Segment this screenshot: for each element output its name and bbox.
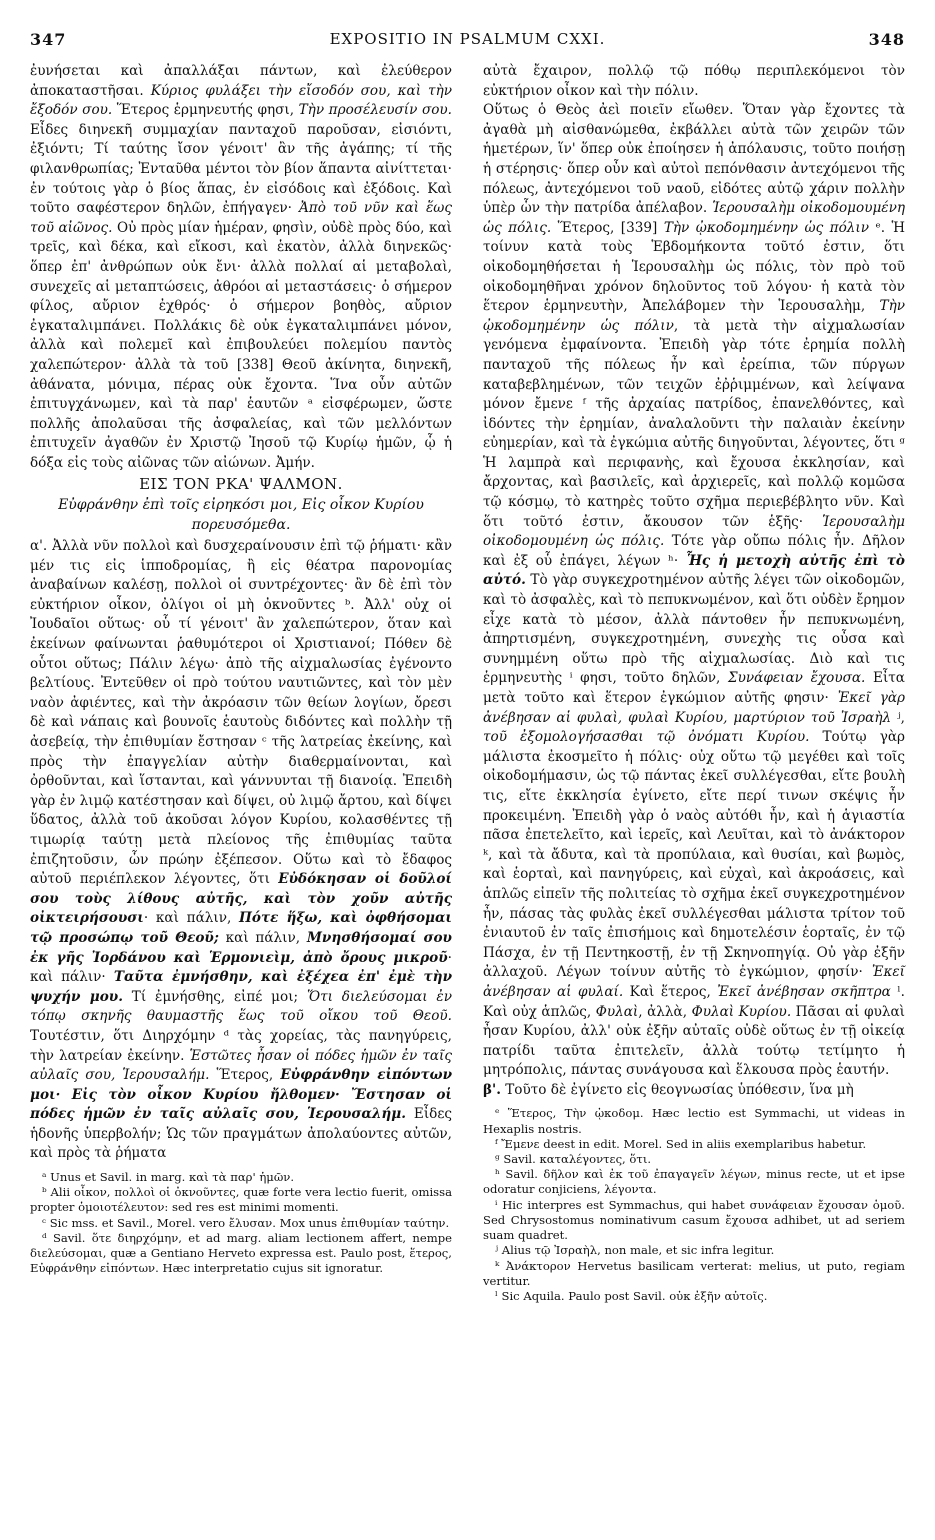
footnote: ⁱ Hic interpres est Symmachus, qui habet συνάφειαν ἔχουσαν ὁμοῦ. Sed Chrysostomus nominativum casum ἔχουσα adhibet, ut ad seriem suam quadret. [483, 1197, 905, 1243]
footnote: ᵇ Alii οἶκον, πολλοὶ οἱ ὀκνοῦντες, quæ forte vera lectio fuerit, omissa propter ὁμοιοτέλευτον: sed res est minimi momenti. [30, 1185, 452, 1215]
running-title: EXPOSITIO IN PSALMUM CXXI. [329, 30, 606, 48]
right-paragraph-3: β'. Τοῦτο δὲ ἐγίνετο εἰς θεογνωσίας ὑπόθεσιν, ἵνα μὴ [483, 1081, 854, 1098]
footnote: ᵉ Ἕτερος, Τὴν ᾠκοδομ. Hæc lectio est Symmachi, ut videas in Hexaplis nostris. [483, 1106, 905, 1136]
right-column [483, 62, 905, 1304]
right-footnotes [483, 1106, 905, 1304]
right-paragraph-2: Οὕτως ὁ Θεὸς ἀεὶ ποιεῖν εἴωθεν. Ὅταν γὰρ ἔχοντες τὰ ἀγαθὰ μὴ αἰσθανώμεθα, ἐκβάλλει αὐτὰ τῶν χειρῶν τῶν ἡμετέρων, ἵν' ὅπερ οὐκ ἐποίησεν ἡ ἀπόλαυσις, τοῦτο ποιήσῃ ἡ στέρησις· ὅπερ οὖν καὶ αὐτοὶ πεπόνθασιν ἀντεχόμενοι τῆς πόλεως, ἀντεχόμενοι τοῦ ναοῦ, εἰδότες αὐτῷ χάριν πολλὴν ὑπὲρ ὧν τὴν πατρίδα ἀπέλαβον. Ἱερουσαλὴμ οἰκοδομουμένη ὡς πόλις. Ἕτερος, [339] Τὴν ᾠκοδομημένην ὡς πόλιν ᵉ. Ἡ τοίνυν κατὰ τοὺς Ἑβδομήκοντα τοῦτό ἐστιν, ὅτι οἰκοδομηθήσεται ἡ Ἱερουσαλὴμ ὡς πόλις, τὸν πρὸ τοῦ οἰκοδομηθῆναι χρόνον δηλοῦντος τοῦ λόγου· ἡ κατὰ τὸν ἕτερον ἑρμηνευτὴν, Ἀπελάβομεν τὴν Ἱερουσαλὴμ, Τὴν ᾠκοδομημένην ὡς πόλιν, τὰ μετὰ τὴν αἰχμαλωσίαν γενόμενα ἐμφαίνοντα. Ἐπειδὴ γὰρ τότε ἐρημία πολλὴ πανταχοῦ τῆς πόλεως ἦν καὶ ἐρείπια, τῶν πύργων καταβεβλημένων, τῶν τειχῶν ἐῤῥιμμένων, καὶ λείψανα μόνον ἔμενε ᶠ τῆς ἀρχαίας πατρίδος, ἐπανελθόντες, καὶ ἰδόντες τὴν ἐρημίαν, ἀναλαλοῦντι τὴν παλαιὰν ἐκείνην εὐημερίαν, καὶ τὰ ἐγκώμια αὐτῆς διηγοῦνται, λέγοντες, ὅτι ᵍ Ἡ λαμπρὰ καὶ περιφανὴς, καὶ ἔχουσα ἐκκλησίαν, καὶ ἄρχοντας, καὶ βασιλεῖς, καὶ ἀρχιερεῖς, καὶ πολλῷ κομῶσα τῷ κόσμῳ, τὸ κατηρὲς τοῦτο σχῆμα περιεβέβλητο νῦν. Καὶ ὅτι τοῦτό ἐστιν, ἄκουσον τῶν ἑξῆς· Ἱερουσαλὴμ οἰκοδομουμένη ὡς πόλις. Τότε γὰρ οὔπω πόλις ἦν. Δῆλον καὶ ἐξ οὗ ἐπάγει, λέγων ʰ· Ἧς ἡ μετοχὴ αὐτῆς ἐπὶ τὸ αὐτό. Τὸ γὰρ συγκεχροτημένον αὐτῆς λέγει τῶν οἰκοδομῶν, καὶ τὸ ἀσφαλὲς, καὶ τὸ πεπυκνωμένον, καὶ ὅτι οὐδὲν ἔρημον εἶχε κατὰ τὸ μέσον, ἀλλὰ πάντοθεν ἦν πεπυκνωμένη, ἀπηρτισμένη, συγκεχροτημένη, συνεχὴς τις οὖσα καὶ συνημμένη οὕτω πρὸ τῆς αἰχμαλωσίας. Διὸ καὶ τις ἑρμηνευτὴς ⁱ φησι, τοῦτο δηλῶν, Συνάφειαν ἔχουσα. Εἶτα μετὰ τοῦτο καὶ ἕτερον ἐγκώμιον αὐτῆς φησιν· Ἐκεῖ γὰρ ἀνέβησαν αἱ φυλαὶ, φυλαὶ Κυρίου, μαρτύριον τοῦ Ἰσραὴλ ʲ, τοῦ ἐξομολογήσασθαι τῷ ὀνόματι Κυρίου. Τούτῳ γὰρ μάλιστα ἐκοσμεῖτο ἡ πόλις· οὐχ οὕτω τῷ μεγέθει καὶ τοῖς οἰκοδομήμασιν, ὡς τῷ πάντας ἐκεῖ συλλέγεσθαι, εἴτε βουλὴ τις, εἴτε ἐκκλησία ἐγίνετο, εἴτε περί τινων σκέψις ἦν προκειμένη. Ἐπειδὴ γὰρ ὁ ναὸς αὐτόθι ἦν, καὶ ἡ ἁγιαστία πᾶσα ἐπετελεῖτο, καὶ ἱερεῖς, καὶ Λευῖται, καὶ τὸ ἀνάκτορον ᵏ, καὶ τὰ ἄδυτα, καὶ τὰ προπύλαια, καὶ θυσίαι, καὶ βωμὸς, καὶ ἑορταὶ, καὶ πανηγύρεις, καὶ εὐχαὶ, καὶ ἀκροάσεις, καὶ ἁπλῶς εἰπεῖν τῆς πολιτείας τὸ σχῆμα ἐκεῖ συγκεχροτημένον ἦν, πάσας τὰς φυλὰς ἐκεῖ συλλέγεσθαι μάλιστα τρίτον τοῦ ἐνιαυτοῦ ἐν ταῖς ἐπισήμοις καὶ δημοτελέσιν ἑορταῖς, ἐν τῷ Πάσχα, ἐν τῇ Πεντηκοστῇ, ἐν τῇ Σκηνοπηγίᾳ. Οὐ γὰρ ἐξῆν ἀλλαχοῦ. Λέγων τοίνυν αὐτῆς τὸ ἐγκώμιον, φησίν· Ἐκεῖ ἀνέβησαν αἱ φυλαί. Καὶ ἕτερος, Ἐκεῖ ἀνέβησαν σκῆπτρα ˡ. Καὶ οὐχ ἁπλῶς, Φυλαὶ, ἀλλὰ, Φυλαὶ Κυρίου. Πᾶσαι αἱ φυλαὶ ἦσαν Κυρίου, ἀλλ' οὐκ ἐξῆν αὐταῖς οὐδὲ οὕτως ἐν τῇ οἰκείᾳ πατρίδι ταῦτα ἐπιτελεῖν, ἀλλὰ τούτῳ τετίμητο ἡ μητρόπολις, πάντας συνάγουσα καὶ ἕλκουσα πρὸς ἑαυτήν. [483, 102, 906, 1079]
psalm-subtitle: Εὐφράνθην ἐπὶ τοῖς εἰρηκόσι μοι, Εἰς οἶκον Κυρίου πορευσόμεθα. [58, 497, 424, 534]
footnote: ᶜ Sic mss. et Savil., Morel. vero ἔλυσαν. Mox unus ἐπιθυμίαν ταύτην. [42, 1215, 450, 1230]
footnote: ˡ Sic Aquila. Paulo post Savil. οὐκ ἐξῆν αὐτοῖς. [495, 1288, 768, 1303]
page-number-right: 348 [868, 30, 905, 49]
footnote: ʰ Savil. δῆλον καὶ ἐκ τοῦ ἐπαγαγεῖν λέγων, minus recte, ut et ipse odoratur conjiciens, λέγοντα. [483, 1167, 905, 1197]
right-paragraph-1: αὐτὰ ἔχαιρον, πολλῷ τῷ πόθῳ περιπλεκόμενοι τὸν εὐκτήριον οἶκον καὶ τὴν πόλιν. [483, 63, 905, 99]
footnote: ᵏ Ἀνάκτορον Hervetus basilicam verterat: melius, ut puto, regiam vertitur. [483, 1258, 905, 1288]
page-header [30, 30, 905, 54]
left-paragraph-1: ἐυνήσεται καὶ ἀπαλλάξαι πάντων, καὶ ἐλεύθερον ἀποκαταστῆσαι. Κύριος φυλάξει τὴν εἴσοδόν σου, καὶ τὴν ἔξοδόν σου. Ἕτερος ἑρμηνευτής φησι, Τὴν προσέλευσίν σου. Εἶδες διηνεκῆ συμμαχίαν πανταχοῦ παροῦσαν, εἰσιόντι, ἐξιόντι; Τί ταύτης ἴσον γένοιτ' ἂν τῆς ἀγάπης; τί τῆς φιλανθρωπίας; Ἐνταῦθα μέντοι τὸν βίον ἅπαντα αἰνίττεται· ἐν τούτοις γὰρ ὁ βίος ἅπας, ἐν εἰσόδοις καὶ ἐξόδοις. Καὶ τοῦτο σαφέστερον δηλῶν, ἐπήγαγεν· Ἀπὸ τοῦ νῦν καὶ ἕως τοῦ αἰῶνος. Οὐ πρὸς μίαν ἡμέραν, φησὶν, οὐδὲ πρὸς δύο, καὶ τρεῖς, καὶ δέκα, καὶ εἴκοσι, καὶ ἑκατὸν, ἀλλὰ διηνεκῶς· ὅπερ ἐπ' ἀνθρώπων οὐκ ἔνι· ἀλλὰ πολλαί αἱ μεταβολαὶ, συνεχεῖς αἱ μεταπτώσεις, ἀθρόοι αἱ μεταστάσεις· ὁ σήμερον φίλος, αὔριον ἐχθρός· ὁ σήμερον βοηθὸς, αὔριον ἐγκαταλιμπάνει. Πολλάκις δὲ οὐκ ἐγκαταλιμπάνει μόνον, ἀλλὰ καὶ πολεμεῖ καὶ ἐπιβουλεύει πολεμίου παντὸς χαλεπώτερον· ἀλλὰ τὰ τοῦ [338] Θεοῦ ἀκίνητα, διηνεκῆ, ἀθάνατα, μόνιμα, πέρας οὐκ ἔχοντα. Ἵνα οὖν αὐτῶν ἐπιτυγχάνωμεν, καὶ τὰ παρ' ἑαυτῶν ᵃ εἰσφέρωμεν, ὥστε πολλῆς ἀπολαῦσαι τῆς ἀσφαλείας, καὶ τῶν μελλόντων ἐπιτυχεῖν ἀγαθῶν ἐν Χριστῷ Ἰησοῦ τῷ Κυρίῳ ἡμῶν, ᾧ ἡ δόξα εἰς τοὺς αἰῶνας τῶν αἰώνων. Ἀμήν. [30, 63, 452, 471]
footnote: ᶠ Ἔμενε deest in edit. Morel. Sed in aliis exemplaribus habetur. [495, 1136, 867, 1151]
page-number-left: 347 [30, 30, 67, 49]
footnote: ᵃ Unus et Savil. in marg. καὶ τὰ παρ' ἡμῶν. [42, 1170, 295, 1185]
left-paragraph-2: α'. Ἀλλὰ νῦν πολλοὶ καὶ δυσχεραίνουσιν ἐπὶ τῷ ῥήματι· κἂν μέν τις εἰς ἱπποδρομίας, ἢ εἰς θέατρα παρονομίας ἀναβαίνων καλέσῃ, πολλοὶ οἱ συντρέχοντες· ἂν δὲ ἐπὶ τὸν εὐκτήριον οἶκον, ὀλίγοι οἱ μὴ ὀκνοῦντες ᵇ. Ἀλλ' οὐχ οἱ Ἰουδαῖοι οὕτως· οὗ τί γένοιτ' ἂν χαλεπώτερον, ὅταν καὶ ἐκείνων φαίνωνται ῥαθυμότεροι οἱ Χριστιανοί; Πόθεν δὲ οὗτοι οὕτως; Πάλιν λέγω· ἀπὸ τῆς αἰχμαλωσίας ἐγένοντο βελτίους. Ἐντεῦθεν οἱ πρὸ τούτου ναυτιῶντες, καὶ τὸν μὲν ναὸν ἀφιέντες, καὶ τὴν ἀκρόασιν τῶν θείων λογίων, ὄρεσι δὲ καὶ νάπαις καὶ βουνοῖς ἑαυτοὺς διδόντες καὶ πολλὴν τῇ ἀσεβείᾳ, τὴν ἐπιθυμίαν ἔστησαν ᶜ τῆς λατρείας ἐκείνης, καὶ πρὸς τὴν ἐπαγγελίαν αὐτὴν διαθερμαίνονται, καὶ ὀρθοῦνται, καὶ ἵστανται, καὶ γάννυνται τῇ διανοίᾳ. Ἐπειδὴ γὰρ ἐν λιμῷ κατέστησαν καὶ δίψει, οὐ λιμῷ ἄρτου, καὶ δίψει ὕδατος, ἀλλὰ τοῦ ἀκοῦσαι λόγον Κυρίου, κολασθέντες τῇ τιμωρίᾳ ταύτῃ μετὰ πλείονος τῆς ἐπιθυμίας ταῦτα ἐπιζητοῦσιν, ὧν πρώην ἐξέπεσον. Οὕτω καὶ τὸ ἔδαφος αὐτοῦ περιέπλεκον λέγοντες, ὅτι Εὐδόκησαν οἱ δοῦλοί σου τοὺς λίθους αὐτῆς, καὶ τὸν χοῦν αὐτῆς οἰκτειρήσουσι· καὶ πάλιν, Πότε ἥξω, καὶ ὀφθήσομαι τῷ προσώπῳ τοῦ Θεοῦ; καὶ πάλιν, Μνησθήσομαί σου ἐκ γῆς Ἰορδάνου καὶ Ἑρμονιεὶμ, ἀπὸ ὄρους μικροῦ· καὶ πάλιν· Ταῦτα ἐμνήσθην, καὶ ἐξέχεα ἐπ' ἐμὲ τὴν ψυχήν μου. Τί ἐμνήσθης, εἰπέ μοι; Ὅτι διελεύσομαι ἐν τόπῳ σκηνῆς θαυμαστῆς ἕως τοῦ οἴκου τοῦ Θεοῦ. Τουτέστιν, ὅτι Διηρχόμην ᵈ τὰς χορείας, τὰς πανηγύρεις, τὴν λατρείαν ἐκείνην. Ἑστῶτες ἦσαν οἱ πόδες ἡμῶν ἐν ταῖς αὐλαῖς σου, Ἱερουσαλήμ. Ἕτερος, Εὐφράνθην εἰπόντων μοι· Εἰς τὸν οἶκον Κυρίου ἤλθομεν· Ἔστησαν οἱ πόδες ἡμῶν ἐν ταῖς αὐλαῖς σου, Ἱερουσαλήμ. Εἶδες ἡδονῆς ὑπερβολήν; Ὡς τῶν πραγμάτων ἀπολαύοντες αὐτῶν, καὶ πρὸς τὰ ῥήματα [30, 538, 453, 1162]
left-footnotes [30, 1170, 452, 1276]
footnote: ᵍ Savil. καταλέγοντες, ὅτι. [495, 1152, 652, 1167]
psalm-title: ΕΙΣ ΤΟΝ ΡΚΑ' ΨΑΛΜΟΝ. [139, 475, 343, 494]
section-number: β'. [483, 1081, 501, 1098]
footnote: ᵈ Savil. ὅτε διηρχόμην, et ad marg. aliam lectionem affert, nempe διελεύσομαι, quæ a Gentiano Herveto expressa est. Paulo post, ἕτερος, Εὐφράνθην εἰπόντων. Hæc interpretatio cujus sit ignoratur. [30, 1230, 452, 1276]
footnote: ʲ Alius τῷ Ἰσραὴλ, non male, et sic infra legitur. [495, 1243, 775, 1258]
left-column [30, 62, 452, 1276]
